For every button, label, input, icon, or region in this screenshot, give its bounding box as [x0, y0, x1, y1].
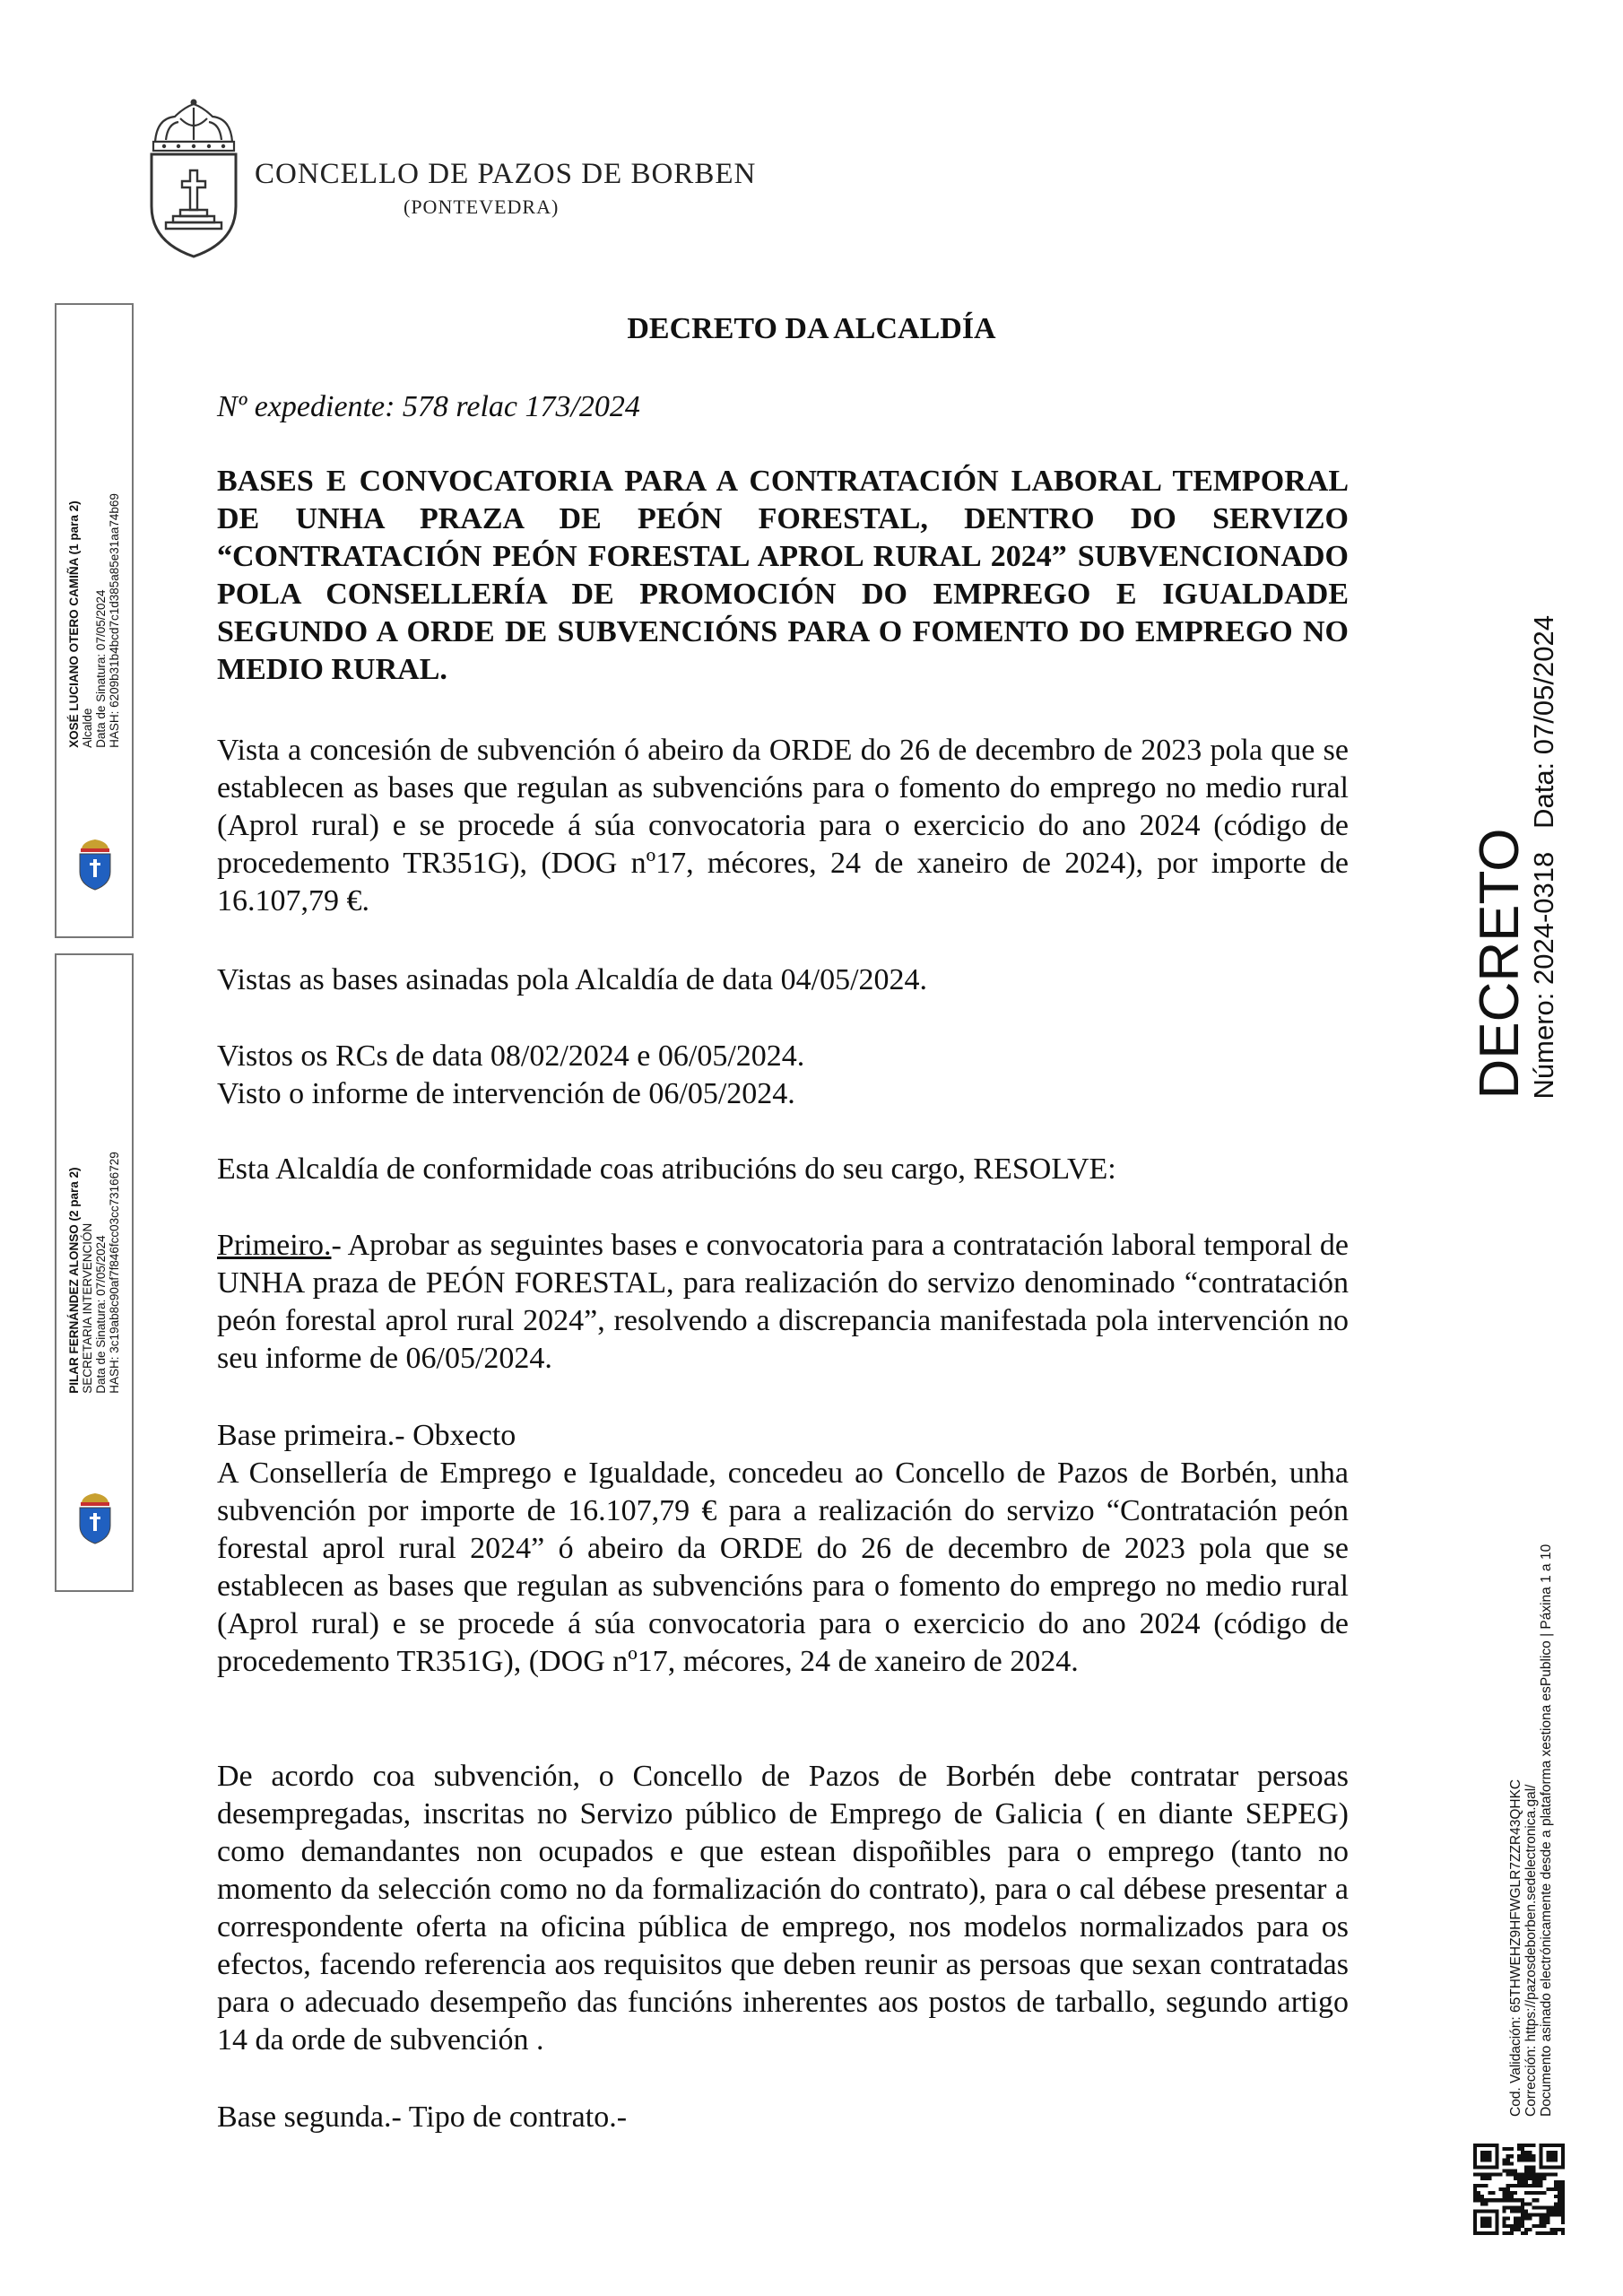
signature-hash: HASH: 3c19ab8c90af7f846fcc03cc73166729 [108, 1152, 121, 1394]
signature-date: Data de Sinatura: 07/05/2024 [94, 1235, 108, 1394]
signer-role: SECRETARIA INTERVENCIÓN [81, 1222, 94, 1394]
file-number: Nº expediente: 578 relac 173/2024 [217, 390, 640, 423]
paragraph-primeiro [217, 1227, 1349, 1378]
signature-box [55, 303, 134, 938]
base-segunda-title: Base segunda.- Tipo de contrato.- [217, 2100, 628, 2134]
organization-province: (PONTEVEDRA) [404, 196, 560, 218]
primeiro-label: Primeiro. [217, 1229, 332, 1262]
paragraph-vistas-bases: Vistas as bases asinadas pola Alcaldía de data 04/05/2024. [217, 963, 928, 996]
paragraph-vistos-rcs: Vistos os RCs de data 08/02/2024 e 06/05/2024. [217, 1039, 805, 1073]
paragraph-vista: Vista a concesión de subvención ó abeiro da ORDE do 26 de decembro de 2023 pola que se establecen as bases que regulan as subvencións para o fomento do emprego no medio rural (Aprol rural) e se procede á súa convocatoria para o exercicio do ano 2024 (código de procedemento TR351G), (DOG nº17, mécores, 24 de xaneiro de 2024), por importe de 16.107,79 €. [217, 734, 1349, 918]
validation-url: Corrección: https://pazosdeborben.sedelectronica.gal/ [1523, 1784, 1539, 2117]
paragraph-visto-informe: Visto o informe de intervención de 06/05/2024. [217, 1077, 795, 1110]
qr-code-icon [1473, 2144, 1565, 2235]
stamp-date: Data: 07/05/2024 [1528, 615, 1559, 829]
primeiro-text: - Aprobar as seguintes bases e convocatoria para a contratación laboral temporal de UNHA praza de PEÓN FORESTAL, para realización do servizo denominado “contratación peón forestal aprol rural 2024”, resolvendo a discrepancia manifestada pola intervención no seu informe de 06/05/2024. [217, 1229, 1349, 1375]
signer-name: XOSÉ LUCIANO OTERO CAMIÑA (1 para 2) [67, 500, 81, 748]
validation-note: Documento asinado electrónicamente desde a plataforma xestiona esPublico | Páxina 1 a 10 [1539, 1544, 1554, 2117]
mini-crest-icon [73, 1492, 117, 1545]
base-primeira-body: A Consellería de Emprego e Igualdade, concedeu ao Concello de Pazos de Borbén, unha subvención por importe de 16.107,79 € para a realización do servizo “Contratación peón forestal aprol rural 2024” ó abeiro da ORDE do 26 de decembro de 2023 pola que se establecen as bases que regulan as subvencións para o fomento do emprego no medio rural (Aprol rural) e se procede á súa convocatoria para o exercicio do ano 2024 (código de procedemento TR351G), (DOG nº17, mécores, 24 de xaneiro de 2024. [217, 1457, 1349, 1678]
stamp-number-date [1528, 615, 1560, 1099]
paragraph-de-acordo: De acordo coa subvención, o Concello de Pazos de Borbén debe contratar persoas desempregadas, inscritas no Servizo público de Emprego de Galicia ( en diante SEPEG) como demandantes non ocupados e que estean dispoñibles para o emprego (tanto no momento da selección como no da formalización do contrato), para o cal débese presentar a correspondente oferta na oficina pública de emprego, nos modelos normalizados para os efectos, facendo referencia aos requisitos que deben reunir as persoas que sexan contratadas para o adecuado desempeño das funcións inherentes aos postos de tarballo, segundo artigo 14 da orde de subvención . [217, 1760, 1349, 2057]
subject-heading: BASES E CONVOCATORIA PARA A CONTRATACIÓN LABORAL TEMPORAL DE UNHA PRAZA DE PEÓN FORESTAL, DENTRO DO SERVIZO “CONTRATACIÓN PEÓN FORESTAL APROL RURAL 2024” SUBVENCIONADO POLA CONSELLERÍA DE PROMOCIÓN DO EMPREGO E IGUALDADE SEGUNDO A ORDE DE SUBVENCIÓNS PARA O FOMENTO DO EMPREGO NO MEDIO RURAL. [217, 465, 1349, 686]
signature-date: Data de Sinatura: 07/05/2024 [94, 589, 108, 748]
signature-details [67, 493, 121, 748]
signer-name: PILAR FERNÁNDEZ ALONSO (2 para 2) [67, 1167, 81, 1394]
mini-crest-icon [73, 838, 117, 891]
validation-info [1508, 1544, 1580, 2118]
stamp-label: DECRETO [1469, 828, 1531, 1100]
signature-hash: HASH: 6209b31b4bcd7c1d385a85e31aa74b69 [108, 493, 121, 748]
municipal-crest-icon [148, 99, 239, 260]
signature-box [55, 953, 134, 1592]
document-title: DECRETO DA ALCALDÍA [627, 312, 996, 345]
organization-name: CONCELLO DE PAZOS DE BORBEN [255, 158, 757, 190]
stamp-number: Número: 2024-0318 [1528, 851, 1559, 1100]
paragraph-resolve: Esta Alcaldía de conformidade coas atribucións do seu cargo, RESOLVE: [217, 1152, 1116, 1186]
signature-details [67, 1152, 121, 1393]
validation-code: Cod. Validación: 65THWEHZ9HFWGLR7ZZR43QHKC [1508, 1779, 1523, 2117]
signer-role: Alcalde [81, 708, 94, 748]
base-primeira-title: Base primeira.- Obxecto [217, 1419, 516, 1452]
decree-stamp [1469, 615, 1576, 1100]
